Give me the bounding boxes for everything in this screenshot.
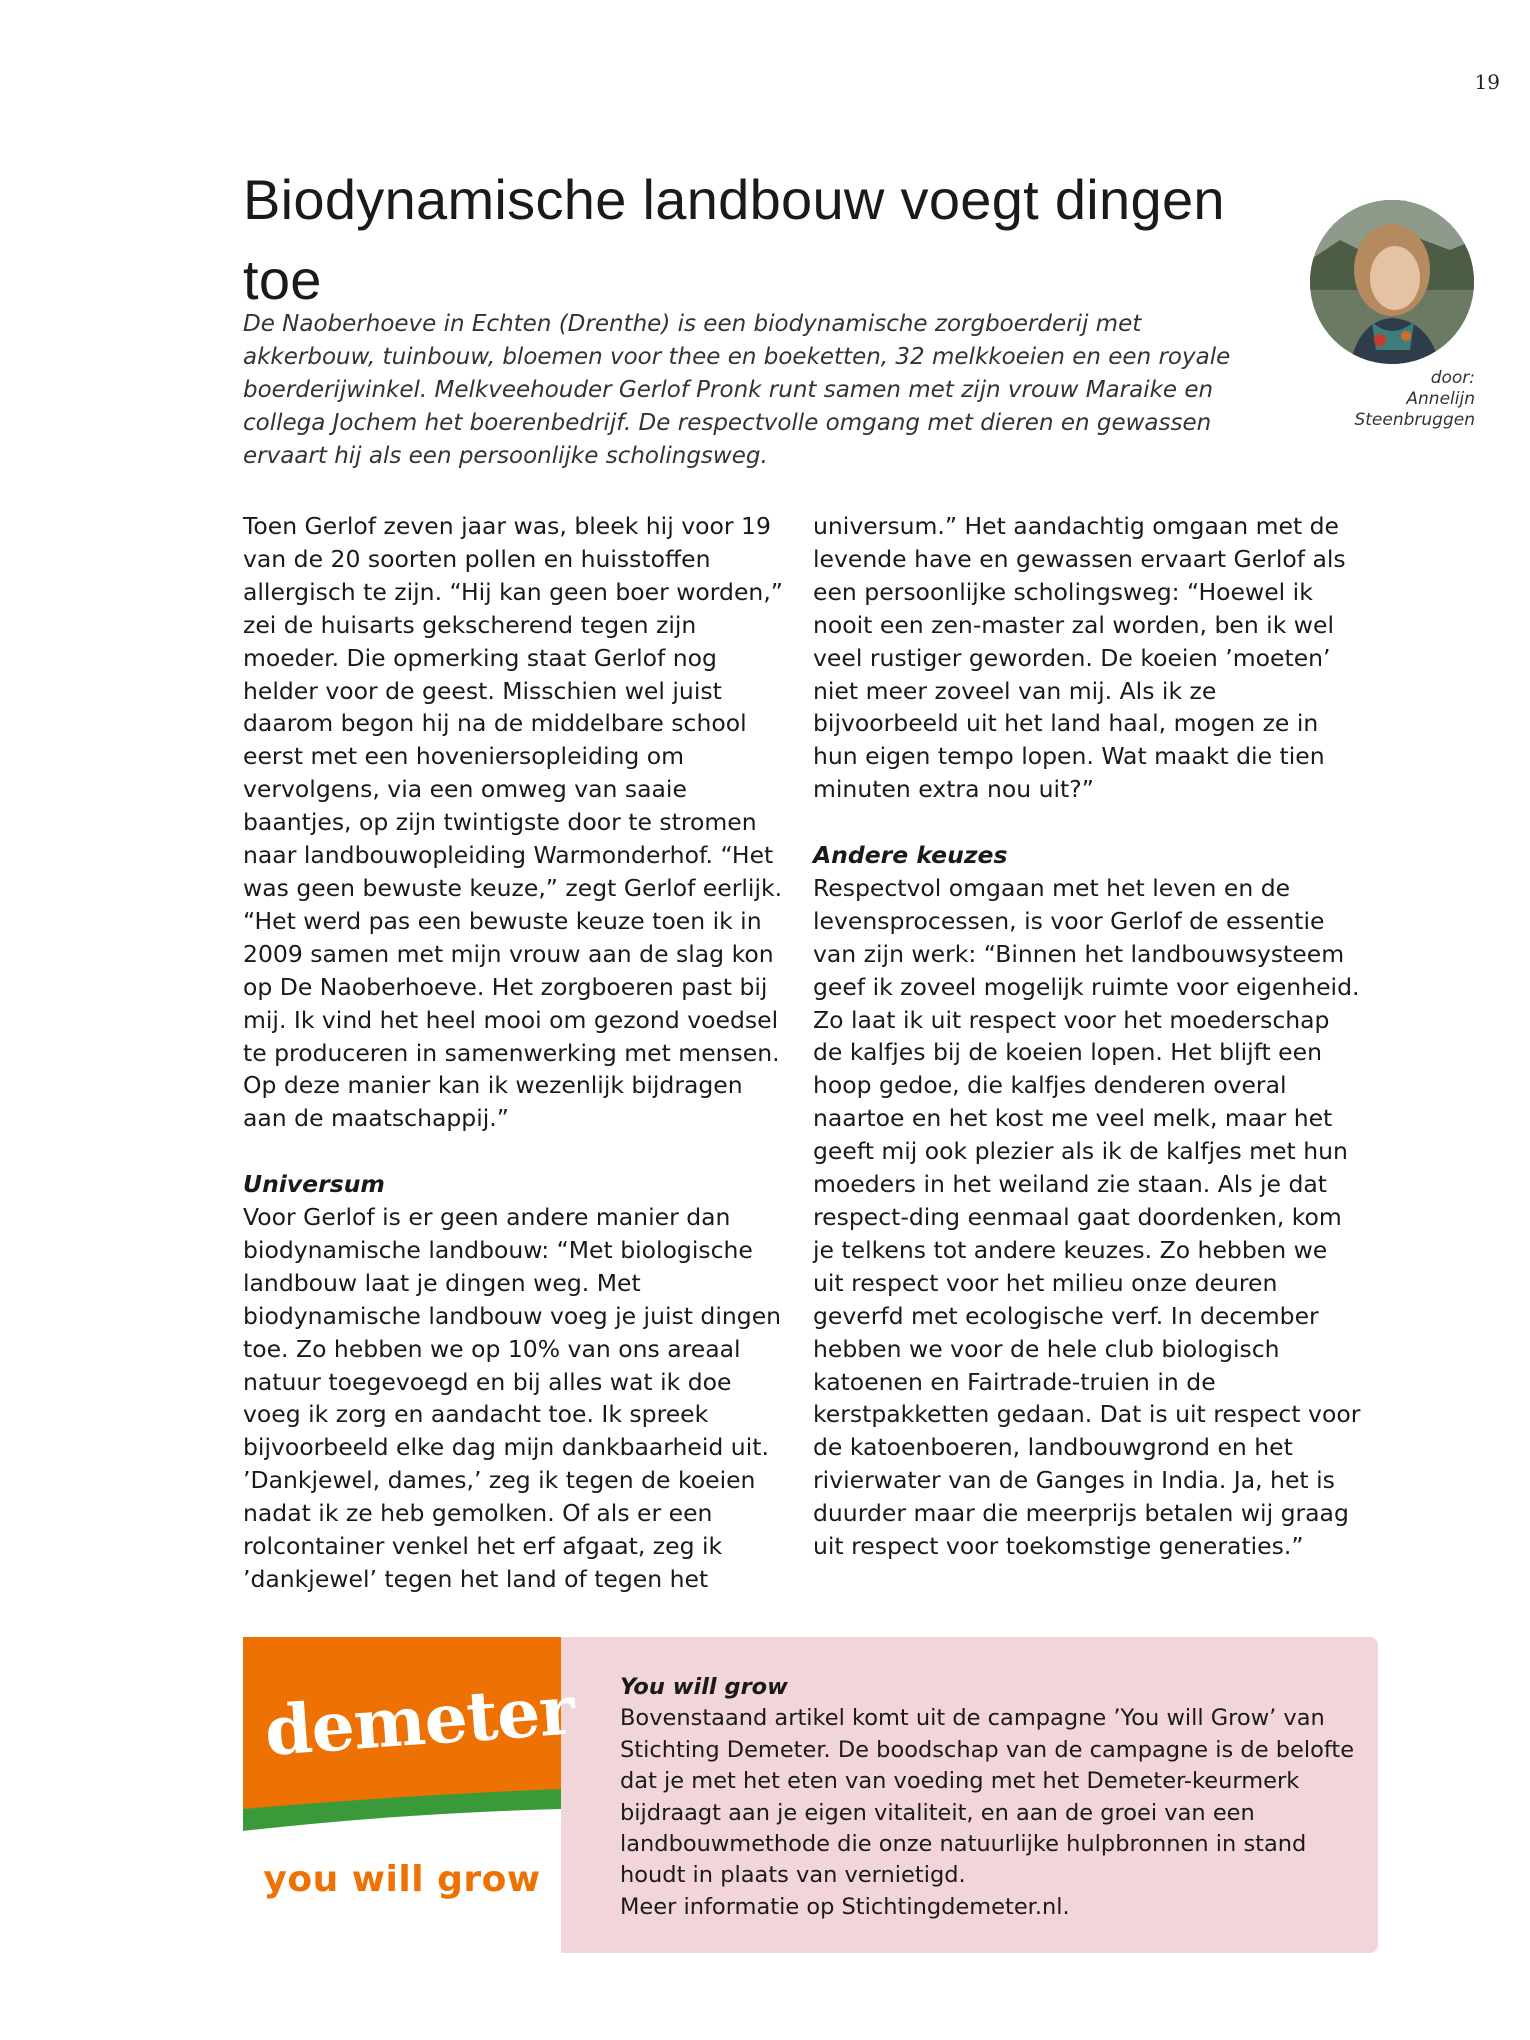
article-title: Biodynamische landbouw voegt dingen toe [243,168,1225,311]
paragraph-2-part-2: universum.” Het aandachtig omgaan met de levende have en gewassen ervaart Gerlof als een persoonlijke scholingsweg: “Hoewel ik nooit een zen-master zal worden, ben ik wel veel rustiger geworden. De koeien ’moeten’ niet meer zoveel van mij. Als ik ze bijvoorbeeld uit het land haal, mogen ze in hun eigen tempo lopen. Wat maakt die tien minuten extra nou uit?” [813,512,1346,804]
logo-tagline: you will grow [263,1859,541,1900]
article-lead: De Naoberhoeve in Echten (Drenthe) is een biodynamische zorgboerderij met akkerbouw, tuinbouw, bloemen voor thee en boeketten, 32 melkkoeien en een royale boerderijwinkel. Melkveehouder Gerlof Pronk runt samen met zijn vrouw Maraike en collega Jochem het boerenbedrijf. De respectvolle omgang met dieren en gewassen ervaart hij als een persoonlijke scholingsweg. [243,311,1231,469]
info-text [620,1672,1360,1923]
subhead-andere-keuzes: Andere keuzes [813,841,1008,870]
info-heading: You will grow [620,1674,788,1700]
author-portrait-icon [1310,200,1474,364]
demeter-logo [243,1637,577,1953]
paragraph-3: Respectvol omgaan met het leven en de levensprocessen, is voor Gerlof de essentie van zijn werk: “Binnen het landbouwsysteem geef ik zoveel mogelijk ruimte voor eigenheid. Zo laat ik uit respect voor het moederschap de kalfjes bij de koeien lopen. Het blijft een hoop gedoe, die kalfjes denderen overal naartoe en het kost me veel melk, maar het geeft mij ook plezier als ik de kalfjes met hun moeders in het weiland zie staan. Als je dat respect-ding eenmaal gaat doordenken, kom je telkens tot andere keuzes. Zo hebben we uit respect voor het milieu onze deuren geverfd met ecologische verf. In december hebben we voor de hele club biologisch katoenen en Fairtrade-truien in de kerstpakketten gedaan. Dat is uit respect voor de katoenboeren, landbouwgrond en het rivierwater van de Ganges in India. Ja, het is duurder maar die meerprijs betalen wij graag uit respect voor toekomstige generaties.” [813,873,1361,1561]
paragraph-2-part-1: Voor Gerlof is er geen andere manier dan biodynamische landbouw: “Met biologische landbouw laat je dingen weg. Met biodynamische landbouw voeg je juist dingen toe. Zo hebben we op 10% van ons areaal natuur toegevoegd en bij alles wat ik doe voeg ik zorg en aandacht toe. Ik spreek bijvoorbeeld elke dag mijn dankbaarheid uit. ’Dankjewel, dames,’ zeg ik tegen de koeien nadat ik ze heb gemolken. Of als er een rolcontainer venkel het erf afgaat, zeg ik ’dankjewel’ tegen het land of tegen het [243,1203,782,1593]
byline-label: door: [1430,368,1475,388]
paragraph-1: Toen Gerlof zeven jaar was, bleek hij voor 19 van de 20 soorten pollen en huisstoffen allergisch te zijn. “Hij kan geen boer worden,” zei de huisarts gekscherend tegen zijn moeder. Die opmerking staat Gerlof nog helder voor de geest. Misschien wel juist daarom begon hij na de middelbare school eerst met een hoveniersopleiding om vervolgens, via een omweg van saaie baantjes, op zijn twintigste door te stromen naar landbouwopleiding Warmonderhof. “Het was geen bewuste keuze,” zegt Gerlof eerlijk. “Het werd pas een bewuste keuze toen ik in 2009 samen met mijn vrouw aan de slag kon op De Naoberhoeve. Het zorgboeren past bij mij. Ik vind het heel mooi om gezond voedsel te produceren in samenwerking met mensen. Op deze manier kan ik wezenlijk bijdragen aan de maatschappij.” [243,512,783,1133]
byline [1280,368,1475,431]
info-more-link[interactable]: Meer informatie op Stichtingdemeter.nl. [620,1893,1070,1920]
subhead-universum: Universum [243,1170,385,1199]
logo-word: demeter [262,1670,577,1772]
byline-author-last: Steenbruggen [1354,410,1475,430]
info-body: Bovenstaand artikel komt uit de campagne ’You will Grow’ van Stichting Demeter. De boodschap van de campagne is de belofte dat je met het eten van voeding met het Demeter-keurmerk bijdraagt aan je eigen vitaliteit, en aan de groei van een landbouwmethode die onze natuurlijke hulpbronnen in stand houdt in plaats van vernietigd. [620,1705,1355,1889]
column-left [243,510,793,1596]
column-right [813,510,1363,1563]
logo-green-wave-icon [243,1787,561,1837]
author-photo [1310,200,1474,364]
byline-author-first: Annelijn [1406,389,1475,409]
page-number: 19 [1474,70,1500,94]
